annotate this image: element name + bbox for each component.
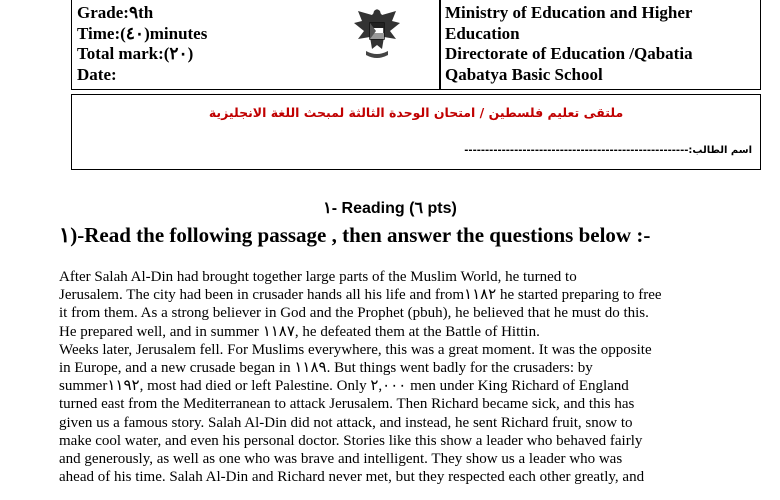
student-name-field: اسم الطالب:------------------------------------------------------ [464,145,752,156]
passage-line: in Europe, and a new crusade began in ١١٨٩. But things went badly for the crusaders: by [59,360,593,377]
reading-passage [59,268,739,486]
passage-line: turned east from the Mediterranean to attack Jerusalem. Then Richard became sick, and this has [59,396,635,413]
passage-line: it from them. As a strong believer in God and the Prophet (pbuh), he believed that he must do this. [59,305,649,322]
exam-title: ملتقى تعليم فلسطين / امتحان الوحدة الثالثة لمبحث اللغة الانجليزية [208,105,624,120]
instruction-text: ١)-Read the following passage , then answer the questions below :- [59,223,651,247]
passage-line: and generously, as well as one who was brave and intelligent. They show us a leader who was [59,451,623,468]
passage-line: summer١١٩٢, most had died or left Palestine. Only ٢,٠٠٠ men under King Richard of England [59,378,629,395]
passage-line: Jerusalem. The city had been in crusader hands all his life and from١١٨٢ he started preparing to free [59,287,662,304]
palestine-eagle-emblem-icon [352,5,402,63]
ministry-line-2: Education [445,23,520,43]
school-name: Qabatya Basic School [445,64,603,84]
exam-header [71,0,761,90]
school-info [445,3,693,85]
header-divider [439,0,441,89]
passage-line: After Salah Al-Din had brought together large parts of the Muslim World, he turned to [59,269,577,285]
passage-line: ahead of his time. Salah Al-Din and Richard never met, but they respected each other greatly, and [59,469,645,486]
passage-line: make cool water, and even his personal doctor. Stories like this show a leader who behaved fairly [59,432,643,449]
date-label: Date: [77,64,117,84]
passage-line: He prepared well, and in summer ١١٨٧, he defeated them at the Battle of Hittin. [59,323,540,340]
ministry-line-1: Ministry of Education and Higher [445,3,693,22]
grade-label: Grade:٩th [77,3,154,22]
directorate-label: Directorate of Education /Qabatia [445,44,693,63]
exam-info [77,3,207,85]
passage-line: Weeks later, Jerusalem fell. For Muslims everywhere, this was a great moment. It was the opposite [59,341,652,358]
time-label: Time:(٤٠)minutes [77,23,208,43]
total-mark-label: Total mark:(٢٠) [77,44,194,63]
section-heading: ١- Reading (٦ pts) [323,200,457,217]
passage-line: given us a famous story. Salah Al-Din did not attack, and instead, he sent Richard fruit, snow to [59,414,633,431]
student-info-box [71,94,761,170]
